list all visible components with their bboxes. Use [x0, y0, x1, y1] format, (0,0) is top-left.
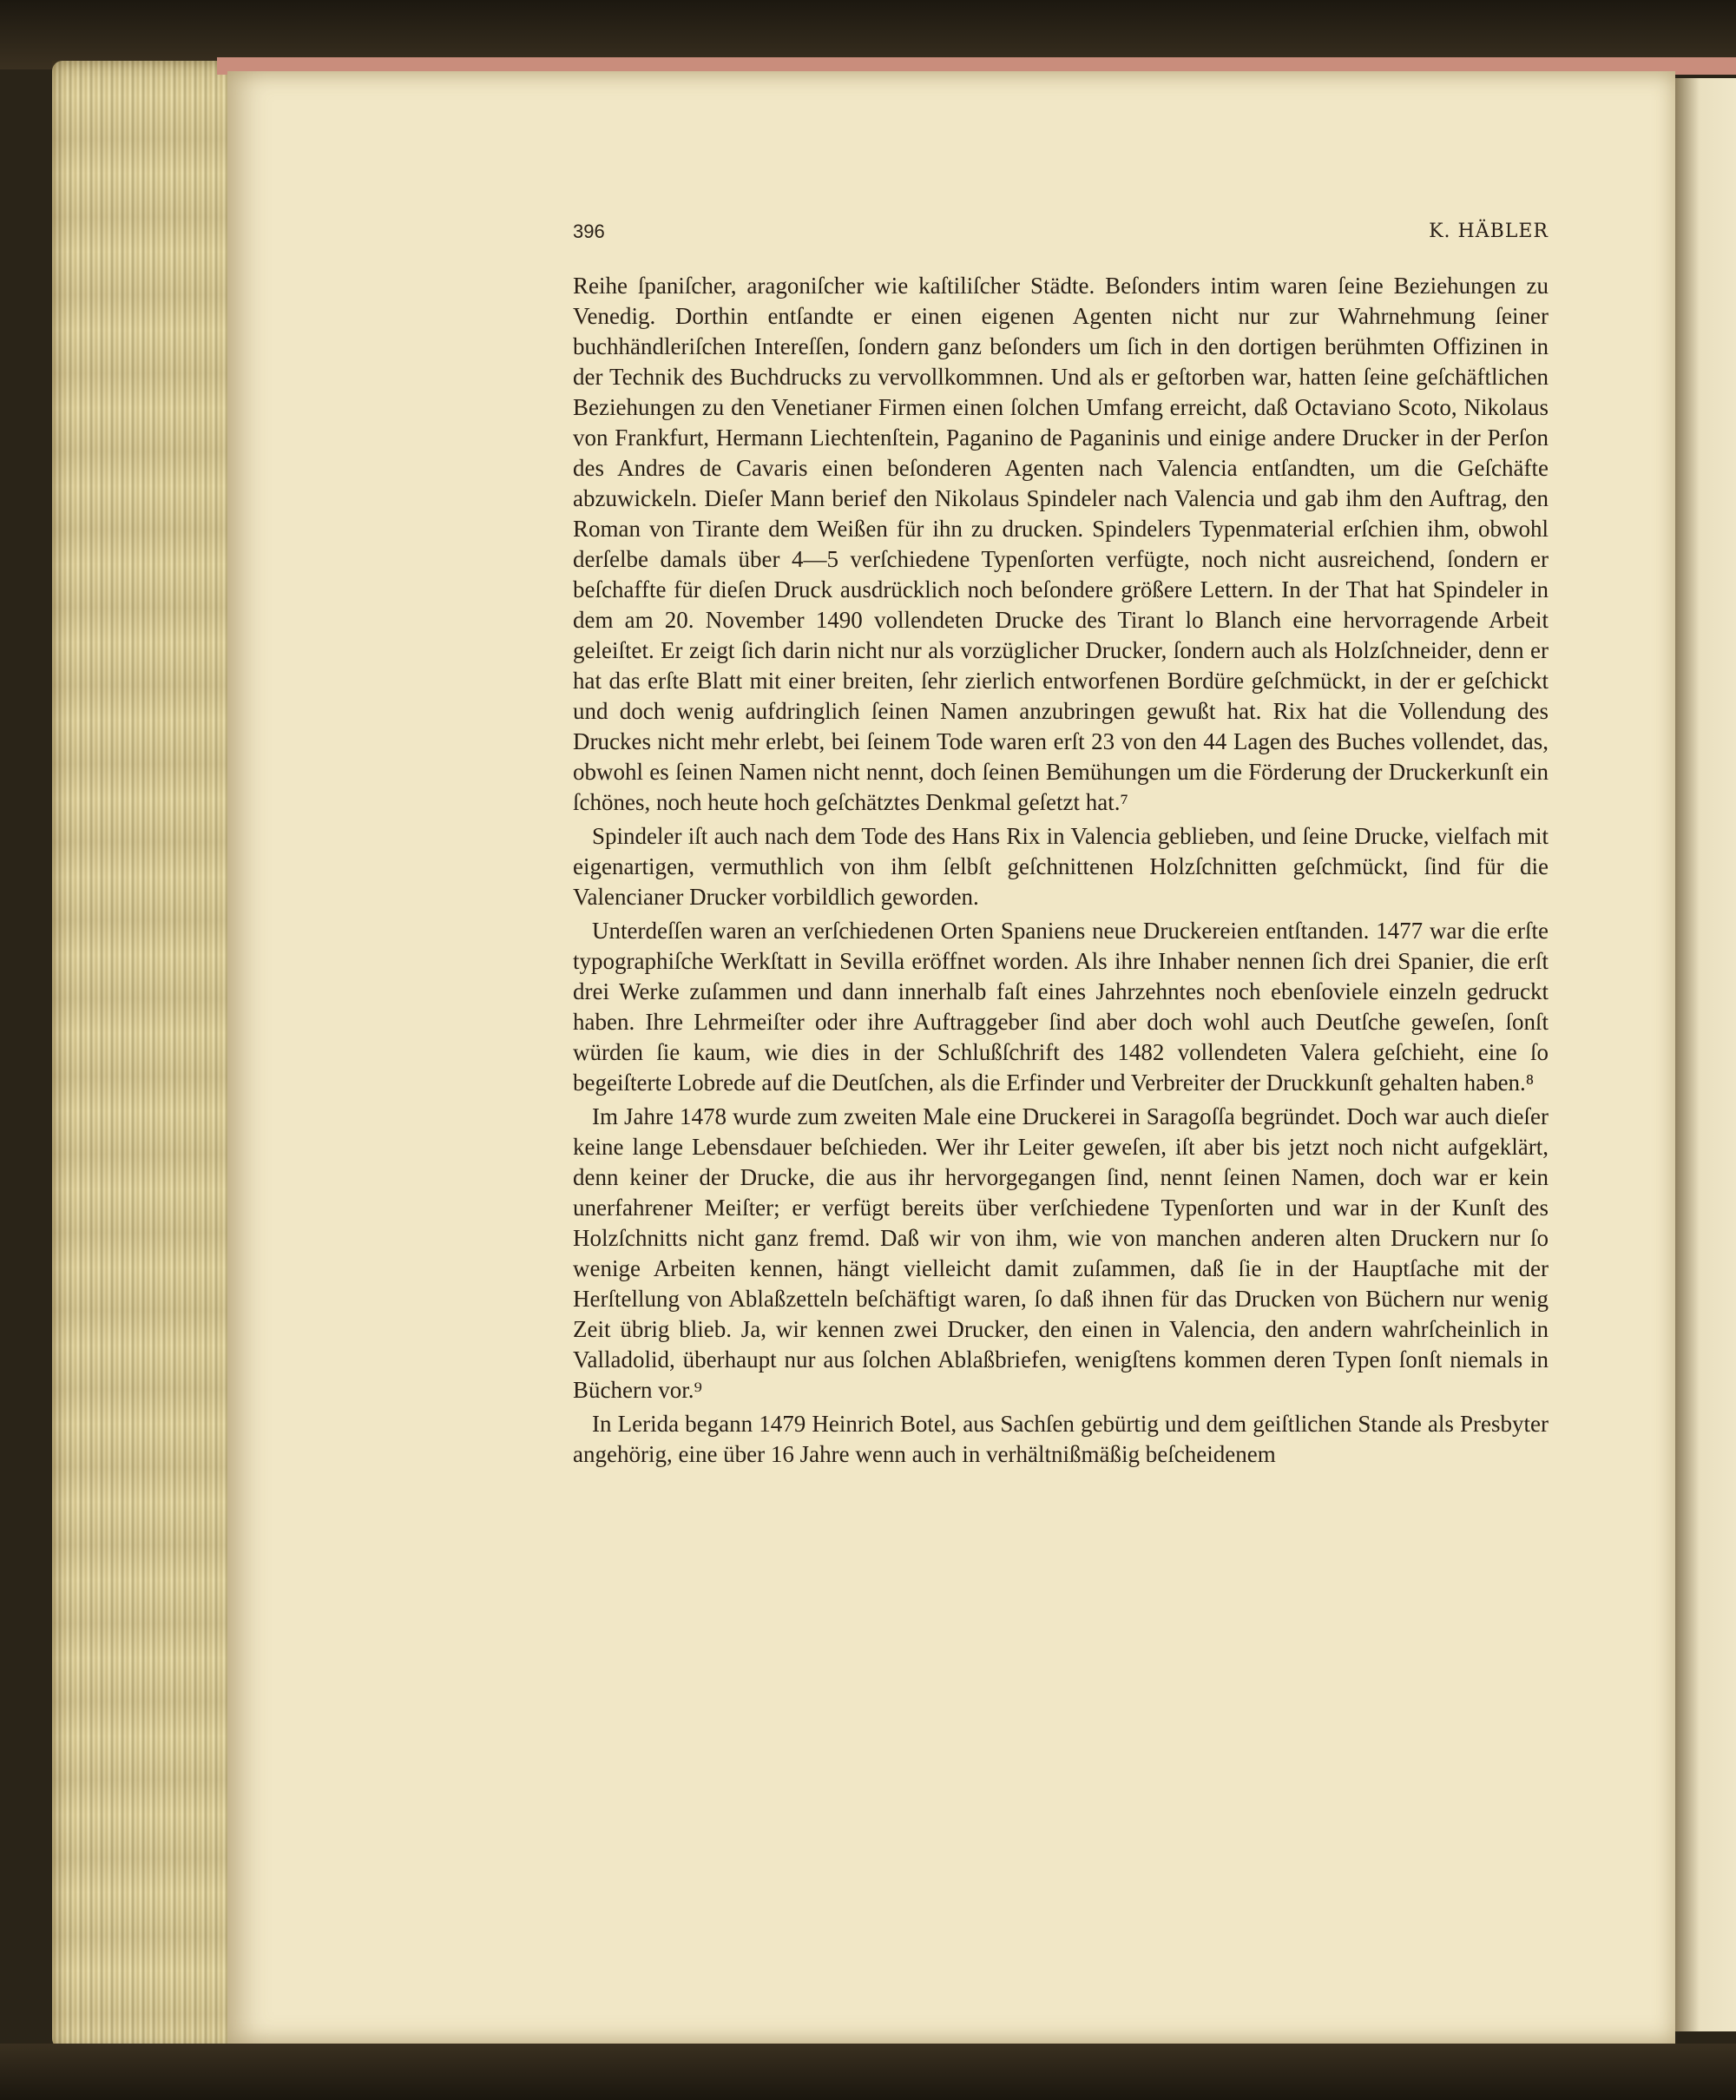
facing-page-edge [1675, 78, 1736, 2031]
running-header [573, 221, 1549, 252]
scan-background-bottom [0, 2044, 1736, 2100]
paragraph-1: Reihe ſpaniſcher, aragoniſcher wie kaſtiliſcher Städte. Beſonders intim waren ſeine Beziehungen zu Venedig. Dorthin entſandte er einen eigenen Agenten nicht nur zur Wahrnehmung ſeiner buchhändleriſchen Intereſſen, ſondern ganz beſonders um ſich in den dortigen berühmten Offizinen in der Technik des Buchdrucks zu vervollkommnen. Und als er geſtorben war, hatten ſeine geſchäftlichen Beziehungen zu den Venetianer Firmen einen ſolchen Umfang erreicht, daß Octaviano Scoto, Nikolaus von Frankfurt, Hermann Liechtenſtein, Paganino de Paganinis und einige andere Drucker in der Perſon des Andres de Cavaris einen beſonderen Agenten nach Valencia entſandten, um die Geſchäfte abzuwickeln. Dieſer Mann berief den Nikolaus Spindeler nach Valencia und gab ihm den Auftrag, den Roman von Tirante dem Weißen für ihn zu drucken. Spindelers Typenmaterial erſchien ihm, obwohl derſelbe damals über 4—5 verſchiedene Typenſorten verfügte, noch nicht ausreichend, ſondern er beſchaffte für dieſen Druck ausdrücklich noch beſondere größere Lettern. In der That hat Spindeler in dem am 20. November 1490 vollendeten Drucke des Tirant lo Blanch eine hervorragende Arbeit geleiſtet. Er zeigt ſich darin nicht nur als vorzüglicher Drucker, ſondern auch als Holzſchneider, denn er hat das erſte Blatt mit einer breiten, ſehr zierlich entworfenen Bordüre geſchmückt, in der er geſchickt und doch wenig aufdringlich ſeinen Namen anzubringen gewußt hat. Rix hat die Vollendung des Druckes nicht mehr erlebt, bei ſeinem Tode waren erſt 23 von den 44 Lagen des Buches vollendet, das, obwohl es ſeinen Namen nicht nennt, doch ſeinen Bemühungen um die Förderung der Druckerkunſt ein ſchönes, noch heute hoch geſchätztes Denkmal geſetzt hat.⁷ [573, 273, 1549, 815]
body-text [573, 271, 1549, 1470]
paragraph-2: Spindeler iſt auch nach dem Tode des Hans Rix in Valencia geblieben, und ſeine Drucke, vielfach mit eigenartigen, vermuthlich von ihm ſelbſt geſchnittenen Holzſchnitten geſchmückt, ſind für die Valencianer Drucker vorbildlich geworden. [573, 823, 1549, 910]
page-number: 396 [573, 221, 605, 242]
book-page-edges [52, 61, 243, 2049]
header-author: K. HÄBLER [1429, 221, 1549, 242]
paragraph-5: In Lerida begann 1479 Heinrich Botel, aus Sachſen gebürtig und dem geiſtlichen Stande als Presbyter angehörig, eine über 16 Jahre wenn auch in verhältnißmäßig beſcheidenem [573, 1411, 1549, 1467]
paragraph-4: Im Jahre 1478 wurde zum zweiten Male eine Druckerei in Saragoſſa begründet. Doch war auch dieſer keine lange Lebensdauer beſchieden. Wer ihr Leiter geweſen, iſt aber bis jetzt noch nicht aufgeklärt, denn keiner der Drucke, die aus ihr hervorgegangen ſind, nennt ſeinen Namen, doch war er kein unerfahrener Meiſter; er verfügt bereits über verſchiedene Typenſorten und war in der Kunſt des Holzſchnitts nicht ganz fremd. Daß wir von ihm, wie von manchen anderen alten Druckern nur ſo wenige Arbeiten kennen, hängt vielleicht damit zuſammen, daß ſie in der Hauptſache mit der Herſtellung von Ablaßzetteln beſchäftigt waren, ſo daß ihnen für das Drucken von Büchern nur wenig Zeit übrig blieb. Ja, wir kennen zwei Drucker, den einen in Valencia, den andern wahrſcheinlich in Valladolid, überhaupt nur aus ſolchen Ablaßbriefen, wenigſtens kommen deren Typen ſonſt niemals in Büchern vor.⁹ [573, 1103, 1549, 1403]
paragraph-3: Unterdeſſen waren an verſchiedenen Orten Spaniens neue Druckereien entſtanden. 1477 war die erſte typographiſche Werkſtatt in Sevilla eröffnet worden. Als ihre Inhaber nennen ſich drei Spanier, die erſt drei Werke zuſammen und dann innerhalb faſt eines Jahrzehntes noch ebenſoviele einzeln gedruckt haben. Ihre Lehrmeiſter oder ihre Auftraggeber ſind aber doch wohl auch Deutſche geweſen, ſonſt würden ſie kaum, wie dies in der Schlußſchrift des 1482 vollendeten Valera geſchieht, eine ſo begeiſterte Lobrede auf die Deutſchen, als die Erfinder und Verbreiter der Druckkunſt gehalten haben.⁸ [573, 918, 1549, 1096]
